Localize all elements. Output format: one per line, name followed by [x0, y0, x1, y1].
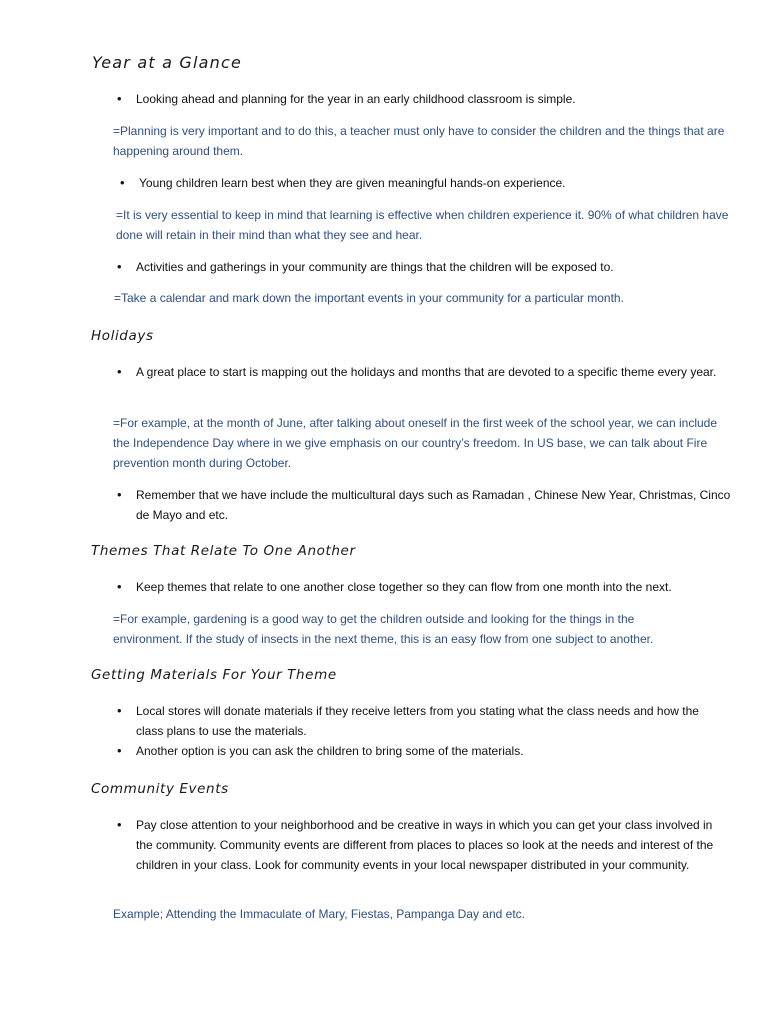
note-text: =For example, gardening is a good way to get the children outside and looking for the things in the environment. If the study of insects in the next theme, this is an easy flow from one subject to another. [113, 612, 654, 646]
bullet-marker: • [117, 91, 122, 106]
bullet-marker: • [117, 487, 122, 502]
note-text: =Take a calendar and mark down the important events in your community for a particular month. [114, 291, 624, 305]
bullet-text: A great place to start is mapping out the holidays and months that are devoted to a specific theme every year. [136, 365, 717, 379]
note-text: Example; Attending the Immaculate of Mary, Fiestas, Pampanga Day and etc. [113, 907, 525, 921]
heading-year-at-a-glance: Year at a Glance [92, 53, 243, 72]
heading-materials: Getting Materials For Your Theme [91, 667, 337, 683]
bullet-text: Activities and gatherings in your community are things that the children will be exposed to. [136, 260, 614, 274]
bullet-marker: • [117, 364, 122, 379]
heading-community-events: Community Events [91, 781, 229, 797]
bullet-text: Local stores will donate materials if they receive letters from you stating what the class needs and how the class plans to use the materials. [136, 704, 699, 738]
bullet-text: Keep themes that relate to one another close together so they can flow from one month into the next. [136, 580, 672, 594]
bullet-marker: • [120, 175, 125, 190]
bullet-text: Young children learn best when they are given meaningful hands-on experience. [139, 176, 566, 190]
bullet-text: Looking ahead and planning for the year in an early childhood classroom is simple. [136, 92, 576, 106]
bullet-text: Another option is you can ask the children to bring some of the materials. [136, 744, 524, 758]
bullet-marker: • [117, 579, 122, 594]
bullet-marker: • [117, 817, 122, 832]
bullet-marker: • [117, 703, 122, 718]
bullet-text: Remember that we have include the multicultural days such as Ramadan , Chinese New Year, Christmas, Cinco de Mayo and etc. [136, 488, 731, 522]
bullet-marker: • [117, 259, 122, 274]
bullet-marker: • [117, 743, 122, 758]
note-text: =For example, at the month of June, after talking about oneself in the first week of the school year, we can include the Independence Day where in we give emphasis on our country’s freedom. In US base, we can talk about Fire prevention month during October. [113, 416, 718, 470]
note-text: =Planning is very important and to do this, a teacher must only have to consider the children and the things that are happening around them. [113, 124, 725, 158]
heading-holidays: Holidays [91, 328, 154, 344]
heading-themes: Themes That Relate To One Another [91, 543, 356, 559]
bullet-text: Pay close attention to your neighborhood and be creative in ways in which you can get your class involved in the community. Community events are different from places to places so look at the needs and interest of the children in your class. Look for community events in your local newspaper distributed in your community. [136, 818, 714, 872]
note-text: =It is very essential to keep in mind that learning is effective when children experience it. 90% of what children have done will retain in their mind than what they see and hear. [116, 208, 729, 242]
